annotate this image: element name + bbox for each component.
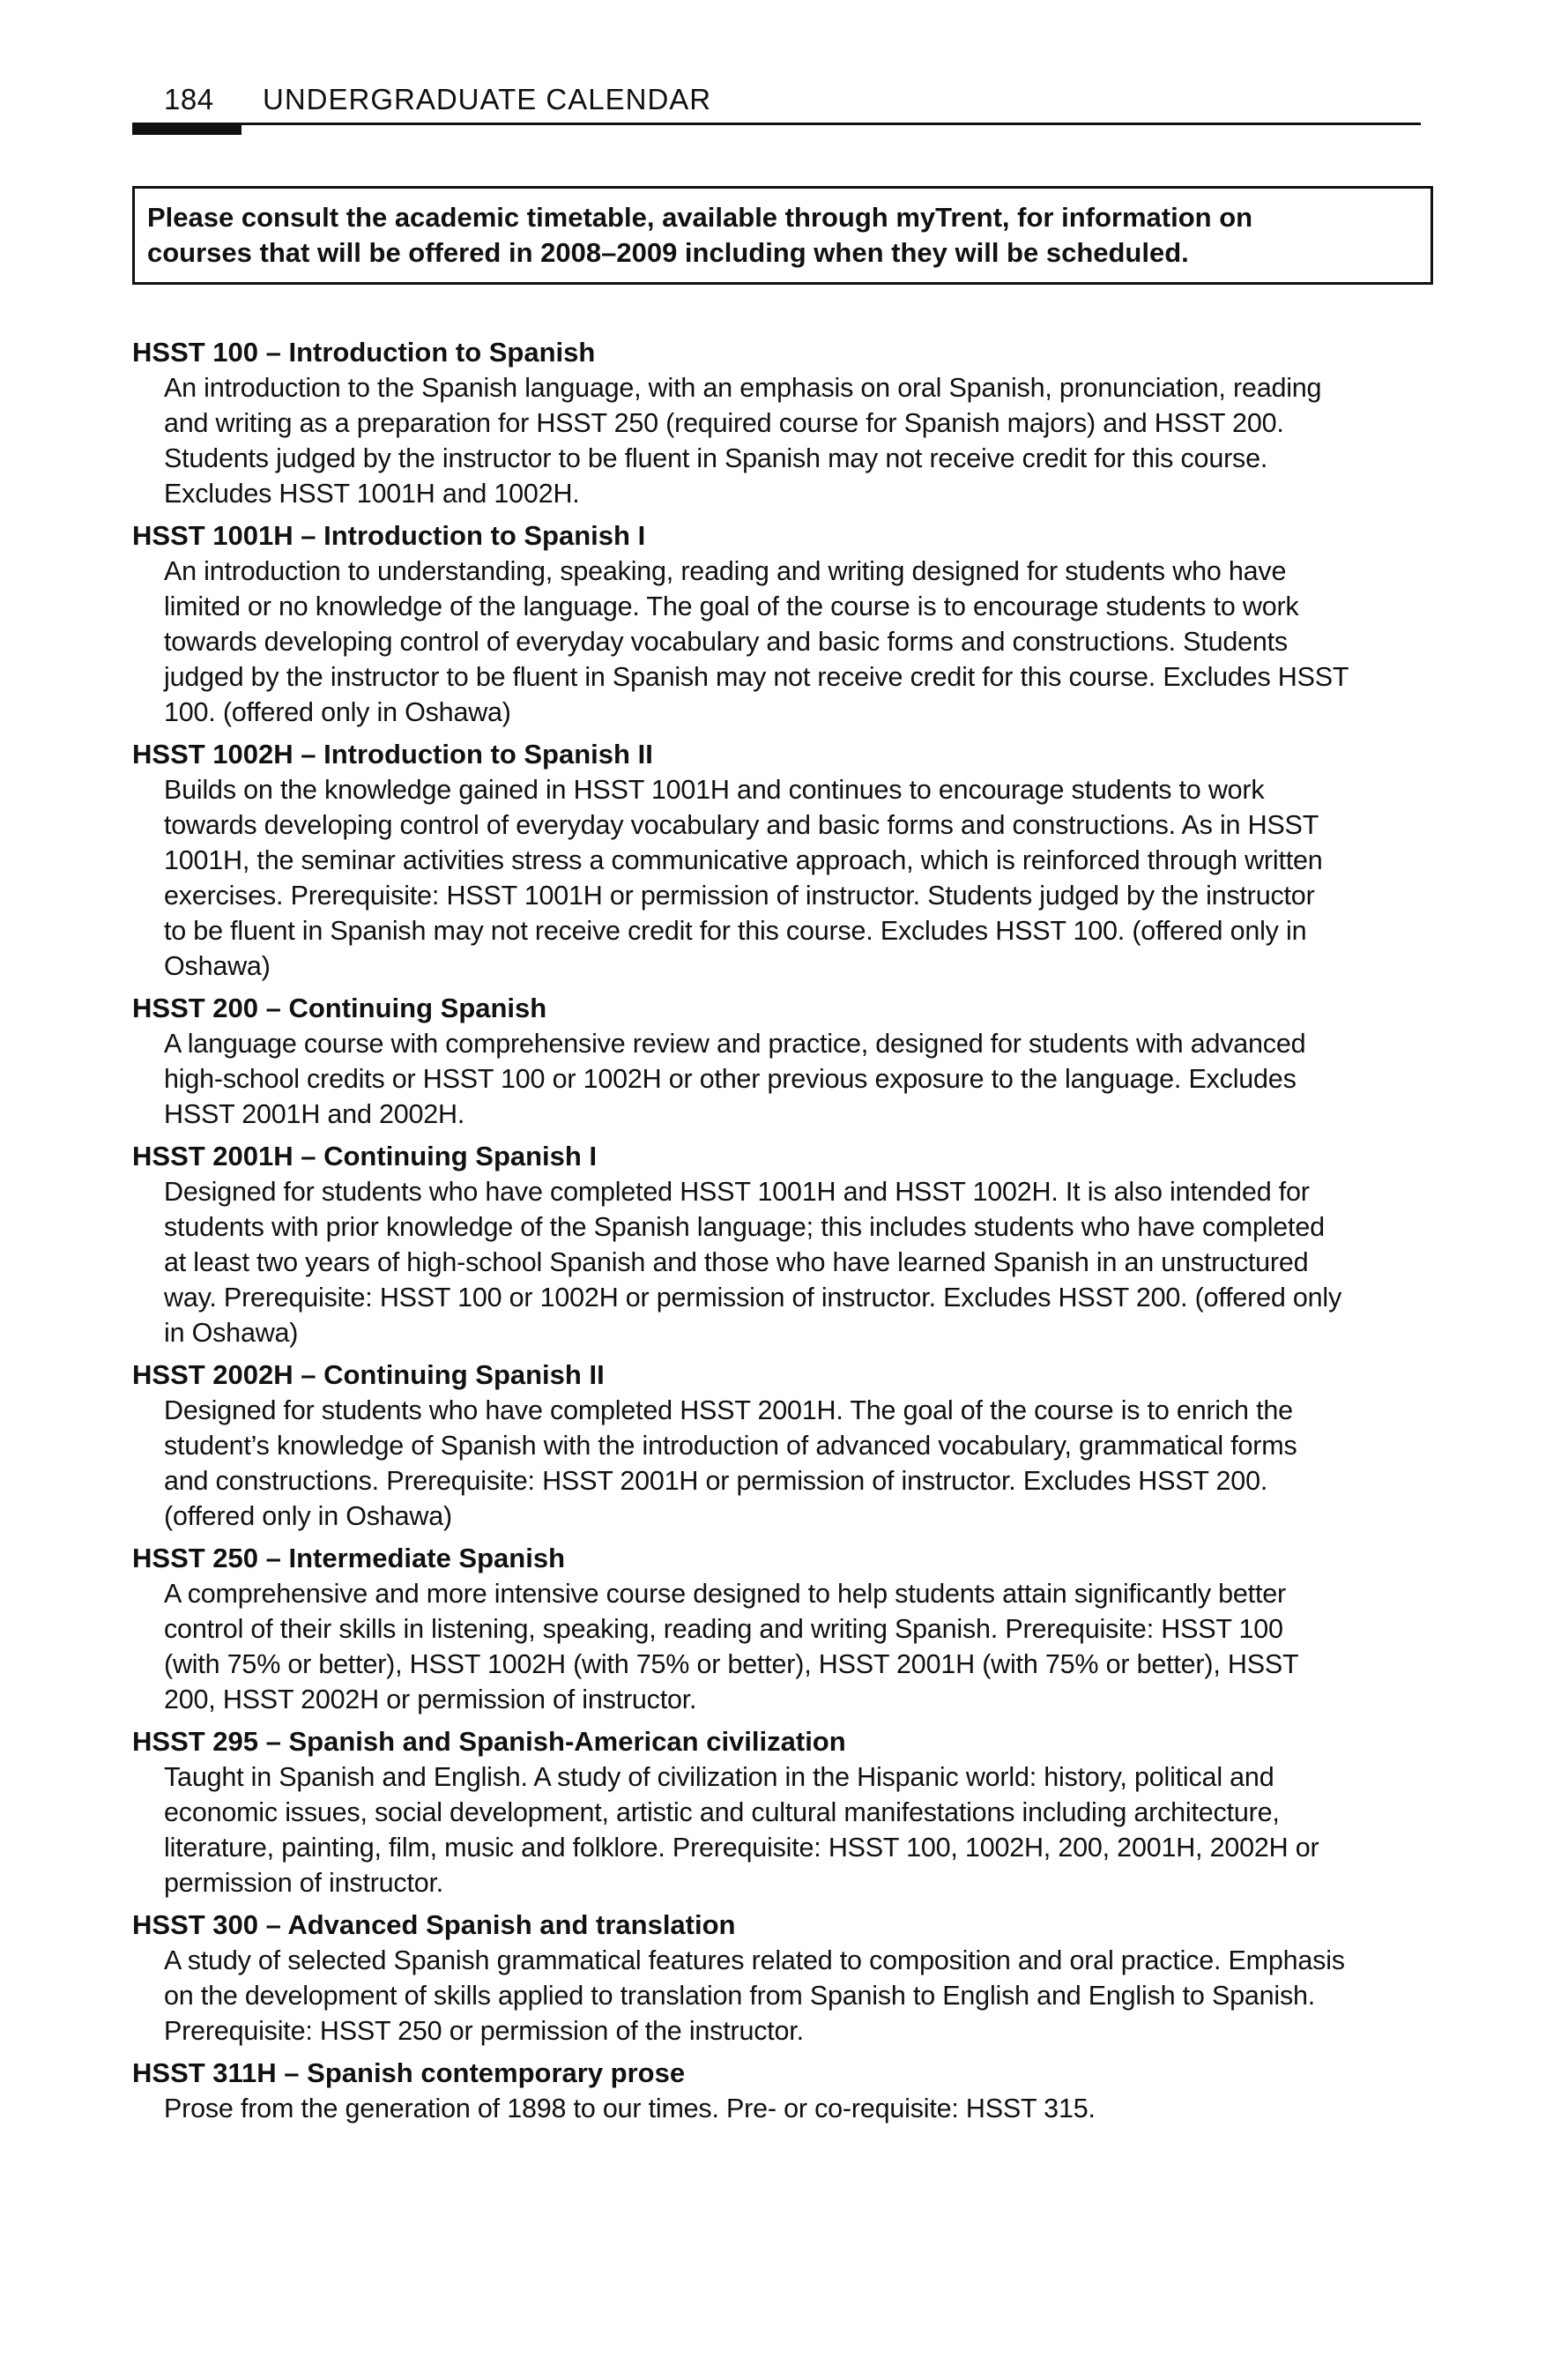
course-description-line: 200, HSST 2002H or permission of instructor. <box>164 1685 697 1714</box>
course-description-line: permission of instructor. <box>164 1868 444 1898</box>
course-description-line: student’s knowledge of Spanish with the introduction of advanced vocabulary, grammatical forms <box>164 1431 1297 1461</box>
course-description <box>132 1759 1428 1900</box>
course-description-line: HSST 2001H and 2002H. <box>164 1099 465 1129</box>
course-description-line: A comprehensive and more intensive course designed to help students attain significantly better <box>164 1579 1286 1609</box>
course-description-line: Prose from the generation of 1898 to our times. Pre- or co-requisite: HSST 315. <box>164 2094 1096 2123</box>
page-number: 184 <box>164 83 214 115</box>
course-title: HSST 2001H – Continuing Spanish I <box>132 1141 598 1171</box>
course-entry <box>132 2056 1428 2126</box>
course-description-line: to be fluent in Spanish may not receive credit for this course. Excludes HSST 100. (offered only in <box>164 916 1307 946</box>
course-entry <box>132 1541 1428 1717</box>
course-description <box>132 1393 1428 1534</box>
course-description-line: students with prior knowledge of the Spanish language; this includes students who have completed <box>164 1212 1325 1242</box>
course-description-line: on the development of skills applied to translation from Spanish to English and English to Spanish. <box>164 1981 1316 2011</box>
course-entry <box>132 1139 1428 1350</box>
course-title: HSST 1001H – Introduction to Spanish I <box>132 520 646 551</box>
course-description <box>132 772 1428 984</box>
course-description-line: towards developing control of everyday vocabulary and basic forms and constructions. Students <box>164 627 1288 657</box>
course-title: HSST 300 – Advanced Spanish and translation <box>132 1909 736 1940</box>
course-title: HSST 1002H – Introduction to Spanish II <box>132 739 653 770</box>
course-description-line: 1001H, the seminar activities stress a communicative approach, which is reinforced through written <box>164 845 1323 875</box>
course-description-line: high-school credits or HSST 100 or 1002H or other previous exposure to the language. Excludes <box>164 1064 1297 1094</box>
course-description <box>132 554 1428 730</box>
course-description-line: exercises. Prerequisite: HSST 1001H or permission of instructor. Students judged by the instructor <box>164 881 1315 911</box>
course-description-line: limited or no knowledge of the language. The goal of the course is to encourage students to work <box>164 591 1299 621</box>
course-description-line: Students judged by the instructor to be fluent in Spanish may not receive credit for this course. <box>164 443 1268 473</box>
notice-line-1: Please consult the academic timetable, available through myTrent, for information on <box>147 202 1253 233</box>
course-list <box>132 335 1428 2133</box>
course-description-line: Excludes HSST 1001H and 1002H. <box>164 479 580 509</box>
course-description-line: in Oshawa) <box>164 1318 299 1348</box>
course-title: HSST 200 – Continuing Spanish <box>132 993 547 1023</box>
course-description-line: An introduction to understanding, speaking, reading and writing designed for students who have <box>164 556 1287 586</box>
course-description-line: An introduction to the Spanish language, with an emphasis on oral Spanish, pronunciation, reading <box>164 373 1322 403</box>
course-description <box>132 1174 1428 1350</box>
course-description-line: A language course with comprehensive review and practice, designed for students with advanced <box>164 1029 1306 1059</box>
course-entry <box>132 737 1428 984</box>
course-entry <box>132 1724 1428 1900</box>
course-description-line: and constructions. Prerequisite: HSST 2001H or permission of instructor. Excludes HSST 200. <box>164 1466 1268 1496</box>
course-description <box>132 1576 1428 1717</box>
notice-text <box>147 200 1418 271</box>
course-description-line: literature, painting, film, music and folklore. Prerequisite: HSST 100, 1002H, 200, 2001H, 2002H or <box>164 1833 1319 1863</box>
header-rule <box>132 123 1421 125</box>
course-description-line: and writing as a preparation for HSST 250 (required course for Spanish majors) and HSST 200. <box>164 408 1284 438</box>
course-description-line: Prerequisite: HSST 250 or permission of the instructor. <box>164 2016 804 2046</box>
course-description-line: Taught in Spanish and English. A study of civilization in the Hispanic world: history, political and <box>164 1762 1274 1792</box>
course-entry <box>132 991 1428 1132</box>
course-title: HSST 311H – Spanish contemporary prose <box>132 2057 686 2088</box>
course-title: HSST 100 – Introduction to Spanish <box>132 337 596 368</box>
course-description <box>132 1026 1428 1132</box>
course-description <box>132 370 1428 511</box>
course-entry <box>132 335 1428 511</box>
header-bar <box>132 123 241 135</box>
course-description-line: (with 75% or better), HSST 1002H (with 75% or better), HSST 2001H (with 75% or better), HSST <box>164 1649 1299 1679</box>
course-entry <box>132 518 1428 730</box>
course-description <box>132 2091 1428 2126</box>
course-description-line: way. Prerequisite: HSST 100 or 1002H or permission of instructor. Excludes HSST 200. (offered only <box>164 1283 1342 1313</box>
course-description-line: towards developing control of everyday vocabulary and basic forms and constructions. As in HSST <box>164 810 1319 840</box>
course-description-line: (offered only in Oshawa) <box>164 1501 452 1531</box>
course-description-line: Designed for students who have completed HSST 2001H. The goal of the course is to enrich the <box>164 1395 1293 1425</box>
course-description-line: 100. (offered only in Oshawa) <box>164 697 511 727</box>
course-title: HSST 250 – Intermediate Spanish <box>132 1543 566 1573</box>
course-description-line: at least two years of high-school Spanish and those who have learned Spanish in an unstructured <box>164 1247 1309 1277</box>
course-description-line: economic issues, social development, artistic and cultural manifestations including architecture, <box>164 1797 1280 1827</box>
course-description-line: Designed for students who have completed HSST 1001H and HSST 1002H. It is also intended for <box>164 1177 1310 1207</box>
course-description-line: Builds on the knowledge gained in HSST 1001H and continues to encourage students to work <box>164 775 1265 805</box>
running-head: UNDERGRADUATE CALENDAR <box>263 83 712 115</box>
course-title: HSST 295 – Spanish and Spanish-American civilization <box>132 1726 846 1757</box>
course-description-line: judged by the instructor to be fluent in Spanish may not receive credit for this course. Excludes HSST <box>164 662 1349 692</box>
course-description-line: control of their skills in listening, speaking, reading and writing Spanish. Prerequisite: HSST 100 <box>164 1614 1283 1644</box>
course-description <box>132 1943 1428 2049</box>
course-description-line: A study of selected Spanish grammatical features related to composition and oral practice. Emphasis <box>164 1945 1345 1975</box>
course-title: HSST 2002H – Continuing Spanish II <box>132 1359 605 1390</box>
course-entry <box>132 1357 1428 1534</box>
course-entry <box>132 1908 1428 2049</box>
course-description-line: Oshawa) <box>164 951 271 981</box>
notice-box <box>132 186 1433 285</box>
notice-line-2: courses that will be offered in 2008–2009 including when they will be scheduled. <box>147 237 1189 268</box>
